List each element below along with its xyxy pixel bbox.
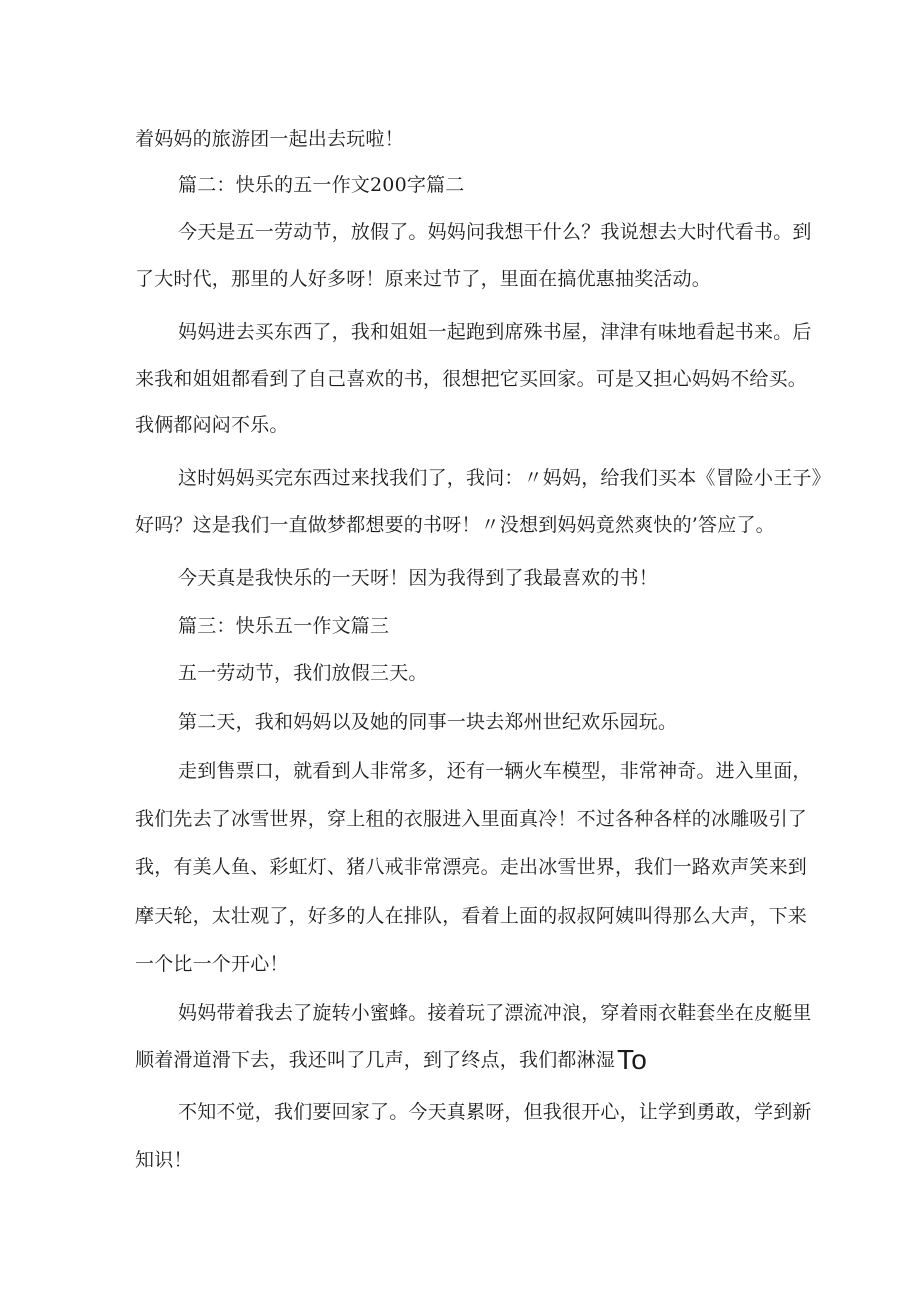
paragraph-line-15: 摩天轮，太壮观了，好多的人在排队，看着上面的叔叔阿姨叫得那么大声，下来: [135, 905, 808, 927]
paragraph-line-2: 今天是五一劳动节，放假了。妈妈问我想干什么？我说想去大时代看书。到: [178, 221, 812, 243]
paragraph-line-6: 我俩都闷闷不乐。: [135, 414, 289, 436]
trailing-large-text: To: [617, 1044, 647, 1075]
paragraph-line-18: [135, 1044, 647, 1075]
paragraph-line-18-text: 顺着滑道滑下去，我还叫了几声，到了终点，我们都淋湿: [135, 1049, 616, 1071]
paragraph-line-7: 这时妈妈买完东西过来找我们了，我问：〃妈妈，给我们买本《冒险小王子》: [178, 467, 831, 489]
paragraph-line-10: 五一劳动节，我们放假三天。: [178, 662, 428, 684]
paragraph-line-13: 我们先去了冰雪世界，穿上租的衣服进入里面真冷！不过各种各样的冰雕吸引了: [135, 808, 808, 830]
section-heading-2: 篇二：快乐的五一作文200字篇二: [178, 174, 465, 196]
paragraph-line-4: 妈妈进去买东西了，我和姐姐一起跑到席殊书屋，津津有味地看起书来。后: [178, 321, 812, 343]
paragraph-line-5: 来我和姐姐都看到了自己喜欢的书，很想把它买回家。可是又担心妈妈不给买。: [135, 368, 808, 390]
paragraph-line-16: 一个比一个开心！: [135, 953, 289, 975]
paragraph-line-20: 知识！: [135, 1149, 193, 1171]
paragraph-line-3: 了大时代，那里的人好多呀！原来过节了，里面在搞优惠抽奖活动。: [135, 268, 712, 290]
paragraph-line-1: 着妈妈的旅游团一起出去玩啦！: [135, 128, 404, 150]
paragraph-line-14: 我，有美人鱼、彩虹灯、猪八戒非常漂亮。走出冰雪世界，我们一路欢声笑来到: [135, 856, 808, 878]
paragraph-line-12: 走到售票口，就看到人非常多，还有一辆火车模型，非常神奇。进入里面，: [178, 760, 812, 782]
paragraph-line-17: 妈妈带着我去了旋转小蜜蜂。接着玩了漂流冲浪，穿着雨衣鞋套坐在皮艇里: [178, 1002, 812, 1024]
section-heading-3: 篇三：快乐五一作文篇三: [178, 615, 390, 637]
paragraph-line-9: 今天真是我快乐的一天呀！因为我得到了我最喜欢的书！: [178, 567, 659, 589]
paragraph-line-19: 不知不觉，我们要回家了。今天真累呀，但我很开心，让学到勇敢，学到新: [178, 1101, 812, 1123]
paragraph-line-11: 第二天，我和妈妈以及她的同事一块去郑州世纪欢乐园玩。: [178, 711, 678, 733]
paragraph-line-8: 好吗？这是我们一直做梦都想要的书呀！〃没想到妈妈竟然爽快的’答应了。: [135, 514, 775, 536]
